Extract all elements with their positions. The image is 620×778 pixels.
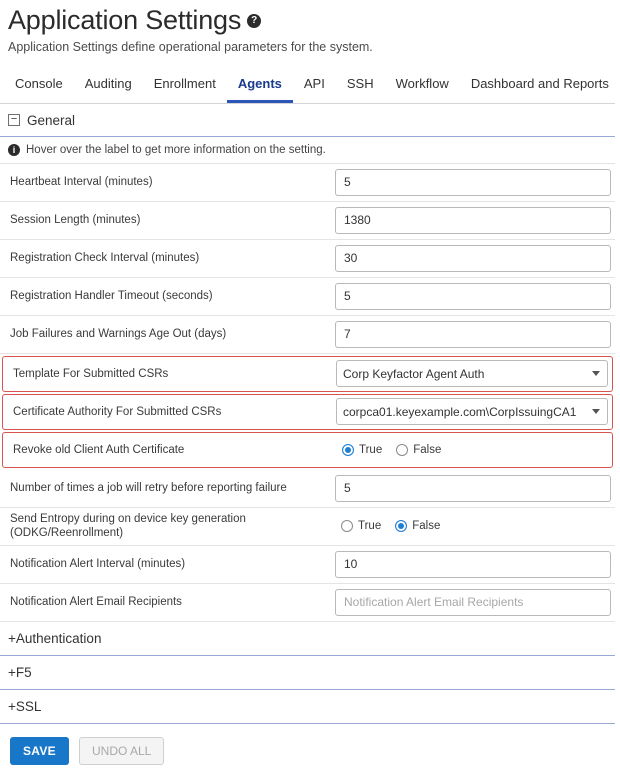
expand-toggle-icon[interactable]: + [8, 630, 16, 646]
radio-group-revoke-old [336, 444, 441, 456]
settings-hint [0, 137, 615, 164]
tab-enrollment[interactable]: Enrollment [153, 75, 216, 91]
label-registration-check-interval: Registration Check Interval (minutes) [10, 252, 200, 264]
setting-row-revoke-old-client-auth-certificate [2, 432, 613, 468]
label-registration-handler-timeout: Registration Handler Timeout (seconds) [10, 290, 213, 302]
radio-label-true: True [358, 520, 382, 533]
setting-row-send-entropy [0, 508, 615, 546]
setting-row-registration-handler-timeout [0, 278, 615, 316]
label-revoke-old-client-auth-certificate: Revoke old Client Auth Certificate [13, 443, 185, 456]
input-heartbeat-interval[interactable] [335, 169, 611, 196]
radio-revoke-old-true[interactable] [342, 444, 382, 456]
control-job-retry-count [335, 475, 613, 502]
label-heartbeat-interval: Heartbeat Interval (minutes) [10, 176, 153, 188]
label-send-entropy: Send Entropy during on device key generation (ODKG/Reenrollment) [10, 512, 246, 540]
expand-toggle-icon[interactable]: + [8, 698, 16, 714]
undo-all-button[interactable]: UNDO ALL [79, 737, 164, 765]
page-subtitle: Application Settings define operational parameters for the system. [8, 39, 373, 54]
tab-bar [0, 68, 615, 104]
input-notification-alert-recipients[interactable] [335, 589, 611, 616]
input-job-retry-count[interactable] [335, 475, 611, 502]
tab-agents[interactable]: Agents [227, 68, 293, 103]
setting-row-registration-check-interval [0, 240, 615, 278]
setting-row-template-for-submitted-csrs [2, 356, 613, 392]
setting-row-notification-alert-recipients [0, 584, 615, 622]
label-notification-alert-interval: Notification Alert Interval (minutes) [10, 558, 186, 570]
select-wrap-template-csr [336, 360, 608, 387]
section-ssl-header[interactable] [0, 690, 615, 724]
radio-group-send-entropy [335, 520, 440, 532]
help-icon[interactable]: ? [247, 14, 261, 28]
input-job-failures-age-out[interactable] [335, 321, 611, 348]
page-title: Application Settings [8, 5, 242, 35]
radio-label-false: False [413, 443, 442, 456]
info-icon: i [8, 144, 20, 156]
radio-revoke-old-false[interactable] [396, 444, 441, 456]
control-revoke-old-client-auth-certificate [336, 444, 610, 456]
setting-row-notification-alert-interval [0, 546, 615, 584]
tab-ssh[interactable]: SSH [346, 75, 374, 91]
section-ssl-title: SSL [15, 698, 42, 714]
tab-api[interactable]: API [303, 75, 325, 91]
input-registration-handler-timeout[interactable] [335, 283, 611, 310]
section-f5-header[interactable] [0, 656, 615, 690]
setting-row-job-failures-age-out [0, 316, 615, 354]
select-wrap-ca-csr [336, 398, 608, 425]
section-authentication-header[interactable] [0, 622, 615, 656]
label-job-retry-count: Number of times a job will retry before reporting failure [10, 482, 287, 494]
label-ca-for-submitted-csrs: Certificate Authority For Submitted CSRs [13, 405, 222, 418]
section-general-title: General [27, 112, 76, 128]
select-ca-for-submitted-csrs[interactable] [336, 398, 608, 425]
control-template-for-submitted-csrs [336, 360, 610, 387]
input-registration-check-interval[interactable] [335, 245, 611, 272]
setting-row-ca-for-submitted-csrs [2, 394, 613, 430]
label-job-failures-age-out: Job Failures and Warnings Age Out (days) [10, 328, 227, 340]
radio-button-icon[interactable] [396, 444, 408, 456]
radio-label-false: False [412, 520, 441, 533]
label-notification-alert-recipients: Notification Alert Email Recipients [10, 596, 182, 608]
section-authentication-title: Authentication [15, 630, 102, 646]
select-template-for-submitted-csrs[interactable] [336, 360, 608, 387]
control-registration-check-interval [335, 245, 613, 272]
expand-toggle-icon[interactable]: + [8, 664, 16, 680]
radio-button-icon[interactable] [341, 520, 353, 532]
radio-button-icon[interactable] [395, 520, 407, 532]
title-row [0, 0, 615, 36]
control-ca-for-submitted-csrs [336, 398, 610, 425]
tab-dashboard-and-reports[interactable]: Dashboard and Reports [470, 75, 609, 91]
footer-actions [0, 724, 615, 778]
radio-send-entropy-false[interactable] [395, 520, 440, 532]
tab-workflow[interactable]: Workflow [395, 75, 449, 91]
collapse-toggle-icon[interactable]: − [8, 114, 20, 126]
control-notification-alert-recipients [335, 589, 613, 616]
setting-row-session-length [0, 202, 615, 240]
input-session-length[interactable] [335, 207, 611, 234]
input-notification-alert-interval[interactable] [335, 551, 611, 578]
control-heartbeat-interval [335, 169, 613, 196]
tab-console[interactable]: Console [15, 75, 63, 91]
control-notification-alert-interval [335, 551, 613, 578]
section-f5-title: F5 [15, 664, 32, 680]
tab-auditing[interactable]: Auditing [84, 75, 132, 91]
radio-button-icon[interactable] [342, 444, 354, 456]
setting-row-heartbeat-interval [0, 164, 615, 202]
label-template-for-submitted-csrs: Template For Submitted CSRs [13, 367, 169, 380]
label-session-length: Session Length (minutes) [10, 214, 141, 226]
control-session-length [335, 207, 613, 234]
save-button[interactable]: SAVE [10, 737, 69, 765]
radio-label-true: True [359, 443, 383, 456]
setting-row-job-retry-count [0, 470, 615, 508]
radio-send-entropy-true[interactable] [341, 520, 381, 532]
settings-hint-text: Hover over the label to get more information on the setting. [26, 143, 326, 156]
control-registration-handler-timeout [335, 283, 613, 310]
control-send-entropy [335, 520, 613, 532]
control-job-failures-age-out [335, 321, 613, 348]
section-general-header[interactable] [0, 104, 615, 137]
